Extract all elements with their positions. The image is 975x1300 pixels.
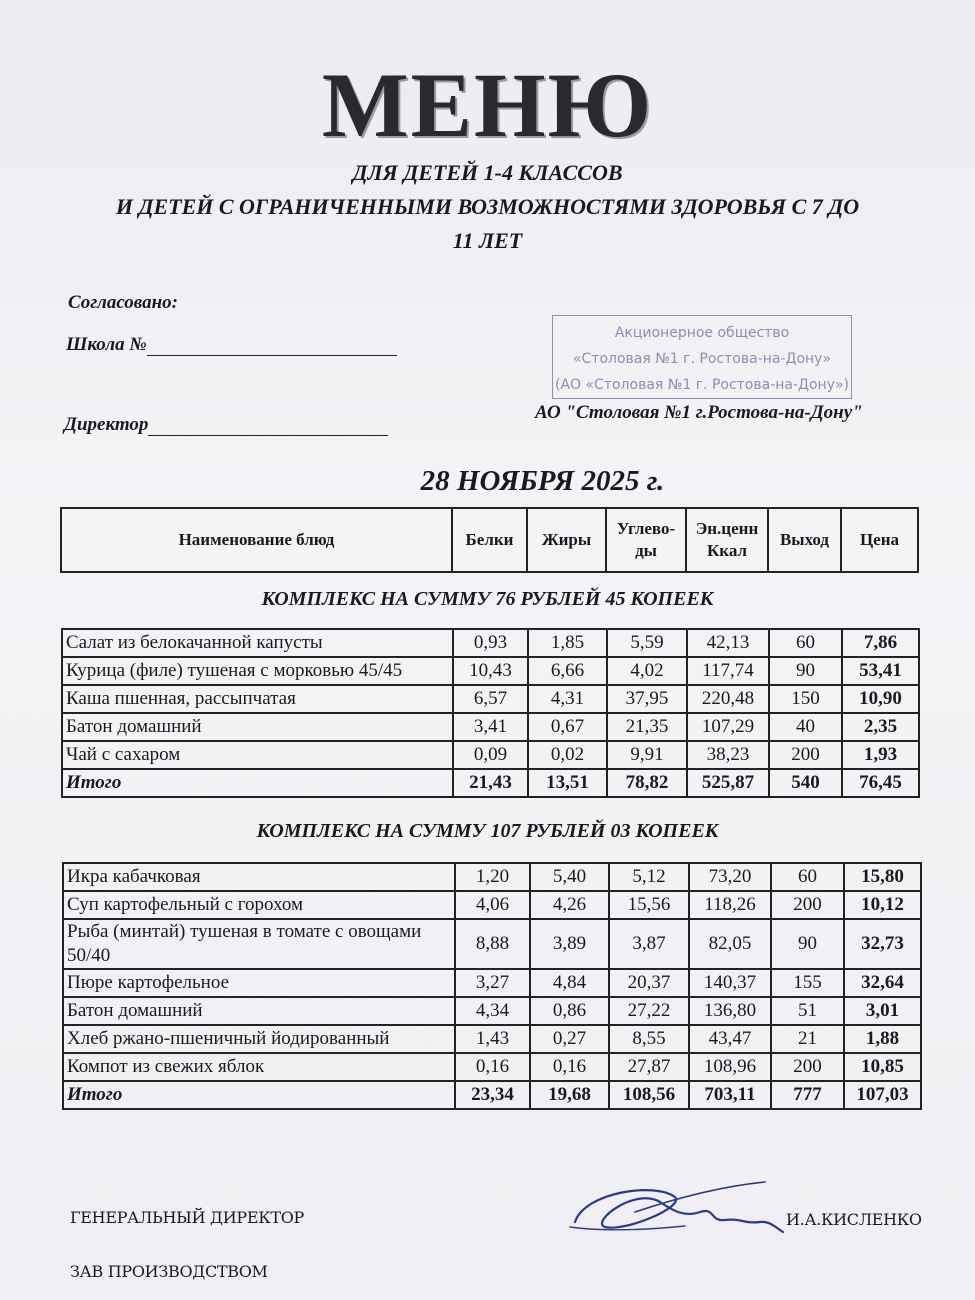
- cell-price: 10,85: [844, 1053, 921, 1081]
- cell-energy: 220,48: [687, 685, 769, 713]
- col-protein: Белки: [452, 508, 527, 572]
- cell-energy: 82,05: [689, 919, 771, 969]
- cell-yield: 150: [769, 685, 842, 713]
- cell-energy: 140,37: [689, 969, 771, 997]
- cell-energy: 118,26: [689, 891, 771, 919]
- table-row: [63, 969, 921, 997]
- cell-carbs: 15,56: [609, 891, 689, 919]
- cell-protein: 6,57: [453, 685, 528, 713]
- cell-carbs: 5,12: [609, 863, 689, 891]
- cell-dish-name: Курица (филе) тушеная с морковью 45/45: [62, 657, 453, 685]
- cell-price: 10,90: [842, 685, 919, 713]
- cell-yield: 40: [769, 713, 842, 741]
- cell-protein: 21,43: [453, 769, 528, 797]
- cell-price: 32,64: [844, 969, 921, 997]
- cell-price: 107,03: [844, 1081, 921, 1109]
- menu-date: 28 НОЯБРЯ 2025 г.: [420, 465, 665, 497]
- cell-yield: 90: [769, 657, 842, 685]
- cell-dish-name: Батон домашний: [62, 713, 453, 741]
- subtitle-line-2: И ДЕТЕЙ С ОГРАНИЧЕННЫМИ ВОЗМОЖНОСТЯМИ ЗДОРОВЬЯ С 7 ДО: [115, 194, 860, 219]
- cell-yield: 200: [771, 1053, 844, 1081]
- cell-price: 53,41: [842, 657, 919, 685]
- cell-dish-name: Рыба (минтай) тушеная в томате с овощами 50/40: [63, 919, 455, 969]
- cell-protein: 4,34: [455, 997, 530, 1025]
- cell-fat: 0,86: [530, 997, 609, 1025]
- cell-protein: 4,06: [455, 891, 530, 919]
- complex-1-table: [61, 628, 920, 798]
- col-carbs: Углево- ды: [606, 508, 686, 572]
- agreed-label: Согласовано:: [68, 292, 179, 313]
- signature-drawing: [565, 1172, 790, 1252]
- cell-fat: 3,89: [530, 919, 609, 969]
- table-row: [63, 1025, 921, 1053]
- cell-price: 1,88: [844, 1025, 921, 1053]
- cell-energy: 117,74: [687, 657, 769, 685]
- cell-fat: 0,02: [528, 741, 607, 769]
- cell-fat: 6,66: [528, 657, 607, 685]
- cell-dish-name: Итого: [62, 769, 453, 797]
- cell-price: 10,12: [844, 891, 921, 919]
- cell-yield: 777: [771, 1081, 844, 1109]
- cell-price: 7,86: [842, 629, 919, 657]
- director-name: И.А.КИСЛЕНКО: [786, 1210, 922, 1229]
- cell-carbs: 20,37: [609, 969, 689, 997]
- cell-carbs: 3,87: [609, 919, 689, 969]
- header-table: [60, 507, 919, 573]
- cell-carbs: 8,55: [609, 1025, 689, 1053]
- cell-dish-name: Суп картофельный с горохом: [63, 891, 455, 919]
- complex-1-title: КОМПЛЕКС НА СУММУ 76 РУБЛЕЙ 45 КОПЕЕК: [261, 588, 714, 610]
- cell-energy: 73,20: [689, 863, 771, 891]
- cell-fat: 4,26: [530, 891, 609, 919]
- general-director-label: ГЕНЕРАЛЬНЫЙ ДИРЕКТОР: [70, 1208, 305, 1227]
- table-row: [62, 629, 919, 657]
- cell-dish-name: Итого: [63, 1081, 455, 1109]
- table-row: [62, 685, 919, 713]
- cell-carbs: 27,87: [609, 1053, 689, 1081]
- director-field: [64, 414, 388, 436]
- cell-fat: 4,31: [528, 685, 607, 713]
- stamp-line-2: «Столовая №1 г. Ростова-на-Дону»: [572, 351, 832, 367]
- cell-carbs: 37,95: [607, 685, 687, 713]
- cell-yield: 200: [771, 891, 844, 919]
- cell-price: 15,80: [844, 863, 921, 891]
- col-fat: Жиры: [527, 508, 606, 572]
- col-energy: Эн.ценн Ккал: [686, 508, 768, 572]
- cell-yield: 90: [771, 919, 844, 969]
- cell-dish-name: Икра кабачковая: [63, 863, 455, 891]
- cell-price: 2,35: [842, 713, 919, 741]
- cell-dish-name: Каша пшенная, рассыпчатая: [62, 685, 453, 713]
- organization-name: АО "Столовая №1 г.Ростова-на-Дону": [535, 402, 863, 423]
- total-row: [63, 1081, 921, 1109]
- cell-carbs: 27,22: [609, 997, 689, 1025]
- table-row: [63, 997, 921, 1025]
- subtitle-line-3: 11 ЛЕТ: [452, 228, 523, 253]
- cell-fat: 0,16: [530, 1053, 609, 1081]
- cell-protein: 3,41: [453, 713, 528, 741]
- cell-carbs: 108,56: [609, 1081, 689, 1109]
- cell-protein: 3,27: [455, 969, 530, 997]
- table-row: [63, 1053, 921, 1081]
- cell-carbs: 78,82: [607, 769, 687, 797]
- cell-price: 3,01: [844, 997, 921, 1025]
- stamp-line-1: Акционерное общество: [614, 325, 790, 341]
- cell-dish-name: Чай с сахаром: [62, 741, 453, 769]
- table-row: [63, 863, 921, 891]
- cell-yield: 60: [769, 629, 842, 657]
- cell-price: 32,73: [844, 919, 921, 969]
- cell-fat: 0,27: [530, 1025, 609, 1053]
- cell-protein: 0,93: [453, 629, 528, 657]
- cell-yield: 60: [771, 863, 844, 891]
- cell-dish-name: Компот из свежих яблок: [63, 1053, 455, 1081]
- stamp-line-3: (АО «Столовая №1 г. Ростова-на-Дону»): [554, 377, 850, 393]
- subtitle: [60, 156, 915, 258]
- total-row: [62, 769, 919, 797]
- cell-carbs: 4,02: [607, 657, 687, 685]
- cell-fat: 0,67: [528, 713, 607, 741]
- cell-fat: 1,85: [528, 629, 607, 657]
- cell-energy: 703,11: [689, 1081, 771, 1109]
- cell-energy: 43,47: [689, 1025, 771, 1053]
- cell-energy: 525,87: [687, 769, 769, 797]
- cell-protein: 0,09: [453, 741, 528, 769]
- page-title: МЕНЮ: [321, 54, 654, 156]
- cell-protein: 1,20: [455, 863, 530, 891]
- cell-fat: 19,68: [530, 1081, 609, 1109]
- school-underline: [147, 335, 397, 356]
- cell-yield: 540: [769, 769, 842, 797]
- cell-protein: 10,43: [453, 657, 528, 685]
- cell-carbs: 21,35: [607, 713, 687, 741]
- cell-yield: 51: [771, 997, 844, 1025]
- col-yield: Выход: [768, 508, 841, 572]
- cell-protein: 8,88: [455, 919, 530, 969]
- cell-carbs: 5,59: [607, 629, 687, 657]
- cell-yield: 21: [771, 1025, 844, 1053]
- table-row: [63, 919, 921, 969]
- table-row: [62, 657, 919, 685]
- cell-dish-name: Пюре картофельное: [63, 969, 455, 997]
- school-label: Школа №: [66, 334, 147, 355]
- table-row: [62, 713, 919, 741]
- cell-energy: 42,13: [687, 629, 769, 657]
- cell-yield: 155: [771, 969, 844, 997]
- subtitle-line-1: ДЛЯ ДЕТЕЙ 1-4 КЛАССОВ: [352, 160, 623, 185]
- cell-dish-name: Салат из белокачанной капусты: [62, 629, 453, 657]
- cell-protein: 1,43: [455, 1025, 530, 1053]
- cell-price: 1,93: [842, 741, 919, 769]
- cell-protein: 23,34: [455, 1081, 530, 1109]
- table-row: [62, 741, 919, 769]
- cell-price: 76,45: [842, 769, 919, 797]
- cell-fat: 5,40: [530, 863, 609, 891]
- complex-2-title: КОМПЛЕКС НА СУММУ 107 РУБЛЕЙ 03 КОПЕЕК: [256, 820, 719, 842]
- cell-yield: 200: [769, 741, 842, 769]
- company-stamp: [552, 315, 852, 399]
- cell-protein: 0,16: [455, 1053, 530, 1081]
- cell-fat: 4,84: [530, 969, 609, 997]
- col-price: Цена: [841, 508, 918, 572]
- col-dish-name: Наименование блюд: [61, 508, 452, 572]
- cell-energy: 38,23: [687, 741, 769, 769]
- production-head-label: ЗАВ ПРОИЗВОДСТВОМ: [70, 1262, 268, 1281]
- cell-energy: 107,29: [687, 713, 769, 741]
- cell-energy: 136,80: [689, 997, 771, 1025]
- cell-dish-name: Батон домашний: [63, 997, 455, 1025]
- cell-carbs: 9,91: [607, 741, 687, 769]
- school-field: [66, 334, 397, 356]
- director-underline: [148, 415, 388, 436]
- table-row: [63, 891, 921, 919]
- director-label: Директор: [64, 414, 149, 435]
- cell-dish-name: Хлеб ржано-пшеничный йодированный: [63, 1025, 455, 1053]
- complex-2-table: [62, 862, 922, 1110]
- cell-energy: 108,96: [689, 1053, 771, 1081]
- cell-fat: 13,51: [528, 769, 607, 797]
